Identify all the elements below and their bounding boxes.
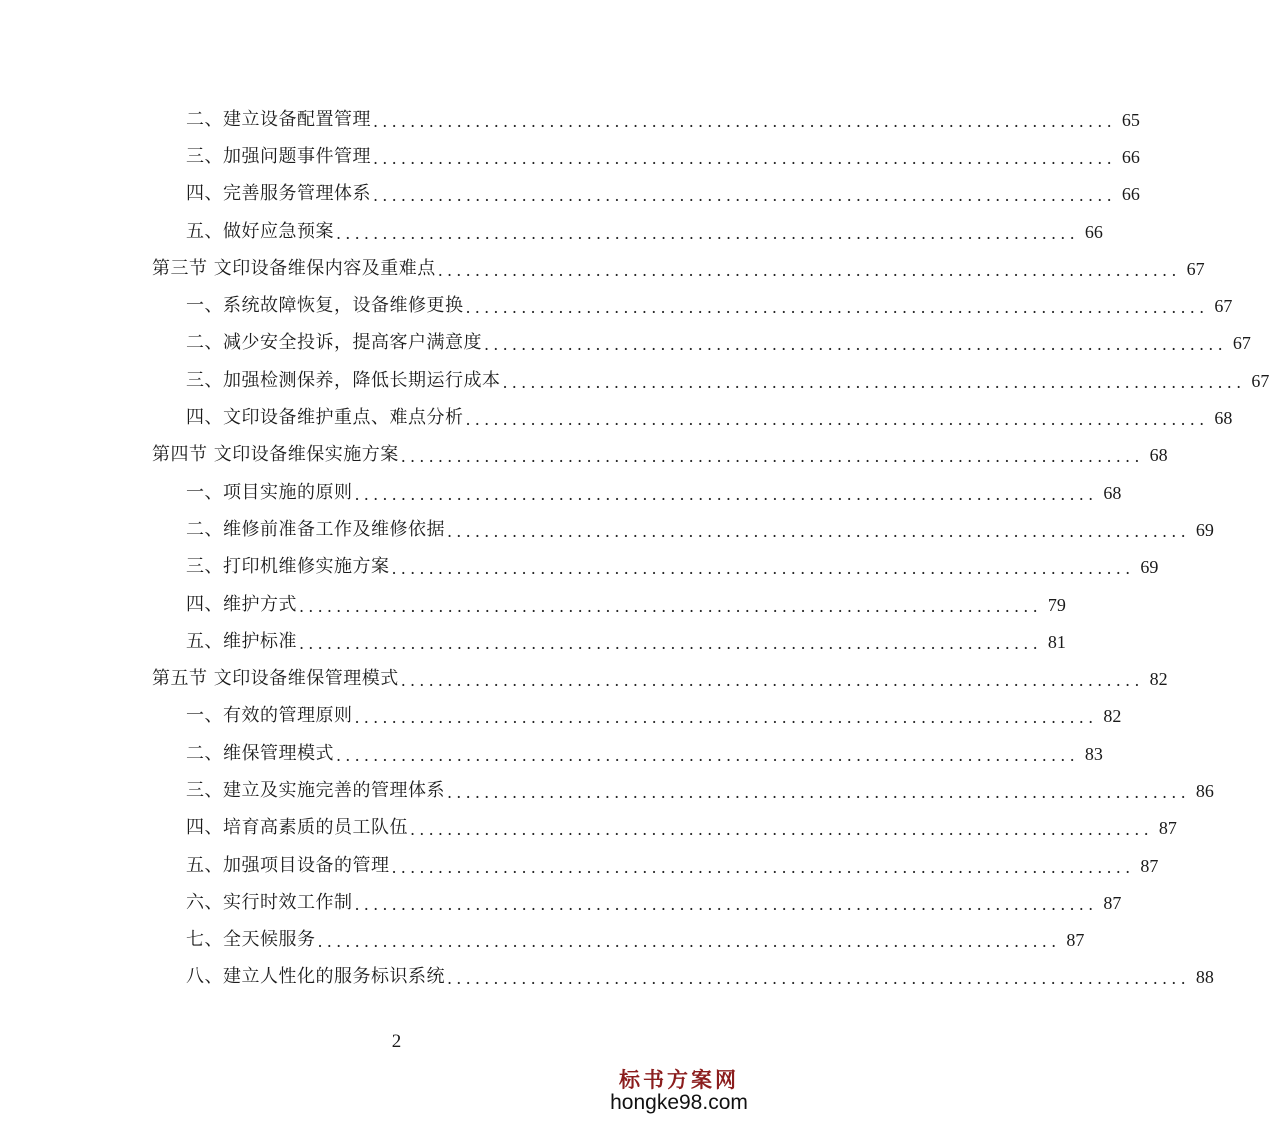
toc-page-number: 66 — [1121, 184, 1140, 205]
toc-page-number: 81 — [1047, 631, 1066, 652]
toc-page-number: 87 — [1103, 892, 1122, 913]
toc-page-number: 66 — [1084, 221, 1103, 242]
toc-entry-title: 四、培育高素质的员工队伍 — [186, 817, 408, 839]
toc-entry-title: 八、建立人性化的服务标识系统 — [186, 966, 445, 988]
toc-page-number: 87 — [1158, 818, 1177, 839]
dot-leader: ................................................................................ — [317, 932, 1061, 952]
toc-item-row[interactable] — [0, 698, 1122, 735]
toc-entry-title: 第四节 文印设备维保实施方案 — [152, 444, 399, 466]
toc-entry-title: 七、全天候服务 — [186, 929, 316, 951]
toc-page-number: 65 — [1121, 109, 1140, 130]
dot-leader: ................................................................................ — [410, 820, 1153, 840]
dot-leader: ................................................................................ — [299, 596, 1042, 616]
toc-item-row[interactable] — [0, 922, 1085, 959]
toc-entry-title: 一、项目实施的原则 — [186, 481, 353, 503]
toc-section-row[interactable] — [0, 250, 1205, 287]
toc-entry-title: 五、做好应急预案 — [186, 220, 334, 242]
dot-leader: ................................................................................ — [391, 559, 1135, 579]
toc-page-number: 69 — [1195, 519, 1214, 540]
toc-entry-title: 二、维保管理模式 — [186, 742, 334, 764]
toc-page-number: 67 — [1214, 296, 1233, 317]
toc-section-row[interactable] — [0, 660, 1168, 697]
toc-page-number: 82 — [1149, 669, 1168, 690]
toc-item-row[interactable] — [0, 287, 1233, 324]
toc-page-number: 87 — [1140, 855, 1159, 876]
toc-page-number: 88 — [1195, 967, 1214, 988]
toc-item-row[interactable] — [0, 213, 1103, 250]
dot-leader: ................................................................................ — [465, 298, 1209, 318]
toc-page-number: 68 — [1214, 408, 1233, 429]
dot-leader: ................................................................................ — [447, 969, 1190, 989]
toc-item-row[interactable] — [0, 586, 1066, 623]
toc-item-row[interactable] — [0, 399, 1233, 436]
toc-item-row[interactable] — [0, 176, 1140, 213]
toc-item-row[interactable] — [0, 474, 1122, 511]
toc-entry-title: 三、打印机维修实施方案 — [186, 556, 390, 578]
toc-entry-title: 三、加强检测保养，降低长期运行成本 — [186, 369, 501, 391]
toc-item-row[interactable] — [0, 810, 1177, 847]
toc-page-number: 83 — [1084, 743, 1103, 764]
toc-item-row[interactable] — [0, 101, 1140, 138]
toc-entry-title: 四、文印设备维护重点、难点分析 — [186, 407, 464, 429]
dot-leader: ................................................................................ — [373, 186, 1116, 206]
toc-item-row[interactable] — [0, 847, 1159, 884]
toc-item-row[interactable] — [0, 623, 1066, 660]
toc-page-number: 69 — [1140, 557, 1159, 578]
toc-entry-title: 五、加强项目设备的管理 — [186, 854, 390, 876]
watermark-url: hongke98.com — [610, 1090, 748, 1114]
dot-leader: ................................................................................ — [354, 708, 1098, 728]
toc-entry-title: 第五节 文印设备维保管理模式 — [152, 668, 399, 690]
dot-leader: ................................................................................ — [502, 372, 1246, 392]
dot-leader: ................................................................................ — [354, 484, 1098, 504]
toc-entry-title: 第三节 文印设备维保内容及重难点 — [152, 257, 436, 279]
toc-entry-title: 六、实行时效工作制 — [186, 891, 353, 913]
toc-page-number: 82 — [1103, 706, 1122, 727]
toc-page-number: 67 — [1232, 333, 1251, 354]
dot-leader: ................................................................................ — [400, 447, 1144, 467]
toc-item-row[interactable] — [0, 362, 1269, 399]
dot-leader: ................................................................................ — [391, 857, 1135, 877]
toc-item-row[interactable] — [0, 735, 1103, 772]
toc-entry-title: 一、系统故障恢复，设备维修更换 — [186, 295, 464, 317]
toc-entry-title: 二、维修前准备工作及维修依据 — [186, 518, 445, 540]
toc-item-row[interactable] — [0, 772, 1214, 809]
toc-page-number: 86 — [1195, 780, 1214, 801]
toc-page-number: 87 — [1066, 930, 1085, 951]
toc-entry-title: 四、维护方式 — [186, 593, 297, 615]
toc-entry-title: 三、加强问题事件管理 — [186, 145, 371, 167]
dot-leader: ................................................................................ — [465, 410, 1209, 430]
toc-entry-title: 一、有效的管理原则 — [186, 705, 353, 727]
toc-page-number: 67 — [1251, 370, 1269, 391]
dot-leader: ................................................................................ — [447, 521, 1190, 541]
page-number: 2 — [391, 1031, 402, 1052]
dot-leader: ................................................................................ — [373, 148, 1116, 168]
toc-item-row[interactable] — [0, 325, 1251, 362]
toc-page-number: 79 — [1047, 594, 1066, 615]
dot-leader: ................................................................................ — [437, 260, 1181, 280]
dot-leader: ................................................................................ — [447, 782, 1190, 802]
toc-item-row[interactable] — [0, 138, 1140, 175]
dot-leader: ................................................................................ — [336, 745, 1079, 765]
site-watermark — [579, 1067, 779, 1114]
toc-page-number: 68 — [1103, 482, 1122, 503]
toc-item-row[interactable] — [0, 511, 1214, 548]
toc-entry-title: 三、建立及实施完善的管理体系 — [186, 779, 445, 801]
toc-page-number: 66 — [1121, 146, 1140, 167]
dot-leader: ................................................................................ — [400, 671, 1144, 691]
dot-leader: ................................................................................ — [336, 223, 1079, 243]
toc-item-row[interactable] — [0, 884, 1122, 921]
dot-leader: ................................................................................ — [299, 633, 1042, 653]
toc-item-row[interactable] — [0, 549, 1159, 586]
toc-entry-title: 四、完善服务管理体系 — [186, 183, 371, 205]
toc-entry-title: 二、减少安全投诉，提高客户满意度 — [186, 332, 482, 354]
toc-page-number: 68 — [1149, 445, 1168, 466]
dot-leader: ................................................................................ — [354, 894, 1098, 914]
toc-page-number: 67 — [1186, 258, 1205, 279]
table-of-contents — [0, 101, 1269, 996]
dot-leader: ................................................................................ — [373, 111, 1116, 131]
watermark-text: 标书方案网 — [619, 1066, 739, 1092]
dot-leader: ................................................................................ — [484, 335, 1227, 355]
toc-item-row[interactable] — [0, 959, 1214, 996]
toc-entry-title: 二、建立设备配置管理 — [186, 108, 371, 130]
toc-section-row[interactable] — [0, 437, 1168, 474]
toc-entry-title: 五、维护标准 — [186, 630, 297, 652]
